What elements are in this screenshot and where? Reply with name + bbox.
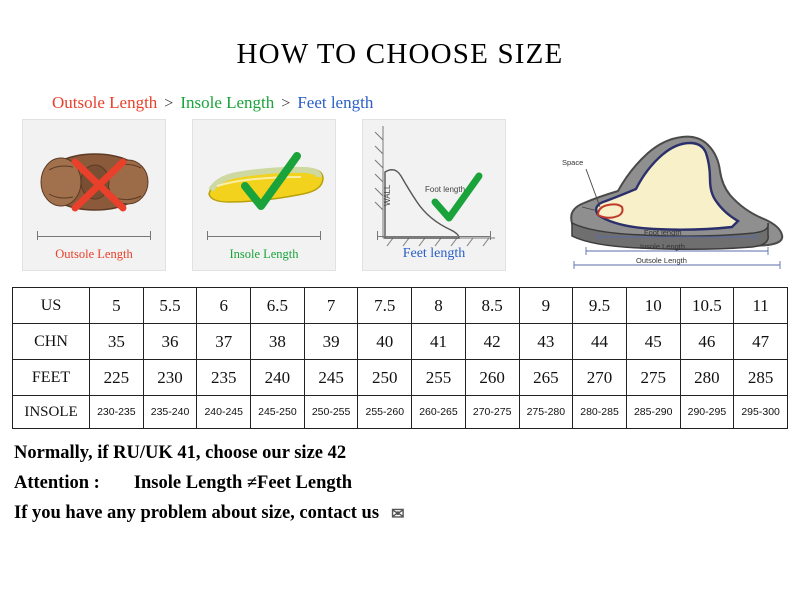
note-line-1 — [14, 443, 800, 464]
cell-chn-7: 42 — [465, 324, 519, 360]
note-2-label: Attention : — [14, 473, 100, 493]
mail-icon: ✉ — [391, 505, 405, 523]
table-row-us — [13, 288, 788, 324]
cell-feet-11: 280 — [680, 360, 734, 396]
cell-insole-2: 240-245 — [197, 396, 251, 429]
cell-us-7: 8.5 — [465, 288, 519, 324]
cell-chn-8: 43 — [519, 324, 573, 360]
row-header-feet: FEET — [13, 360, 90, 396]
size-table — [12, 287, 788, 429]
cell-chn-10: 45 — [626, 324, 680, 360]
cell-feet-2: 235 — [197, 360, 251, 396]
cell-insole-4: 250-255 — [304, 396, 358, 429]
cell-feet-1: 230 — [143, 360, 197, 396]
cell-feet-10: 275 — [626, 360, 680, 396]
cell-chn-11: 46 — [680, 324, 734, 360]
cell-insole-5: 255-260 — [358, 396, 412, 429]
cell-chn-4: 39 — [304, 324, 358, 360]
note-2-text: Insole Length ≠Feet Length — [133, 473, 353, 493]
panel-feet — [362, 119, 506, 271]
insole-measure-bar — [207, 231, 321, 240]
legend-outsole: Outsole Length — [52, 93, 158, 112]
panel-outsole — [22, 119, 166, 271]
cell-us-12: 11 — [734, 288, 788, 324]
feet-measure-bar — [377, 231, 491, 240]
cell-chn-1: 36 — [143, 324, 197, 360]
insole-length-dim-label: Insole Length — [640, 242, 686, 251]
shoe-cross-section-diagram — [556, 107, 786, 275]
cell-insole-3: 245-250 — [251, 396, 305, 429]
outsole-measure-bar — [37, 231, 151, 240]
table-row-chn — [13, 324, 788, 360]
row-header-chn: CHN — [13, 324, 90, 360]
cell-us-0: 5 — [90, 288, 144, 324]
cell-feet-3: 240 — [251, 360, 305, 396]
cell-insole-8: 275-280 — [519, 396, 573, 429]
panel-insole — [192, 119, 336, 271]
cell-us-10: 10 — [626, 288, 680, 324]
legend-gt-2: > — [281, 95, 291, 112]
table-row-feet — [13, 360, 788, 396]
row-header-insole: INSOLE — [13, 396, 90, 429]
legend-feet: Feet length — [297, 93, 374, 112]
outsole-length-dim-label: Outsole Length — [636, 256, 687, 265]
cell-us-8: 9 — [519, 288, 573, 324]
foot-length-label: Foot length — [425, 185, 466, 194]
space-label: Space — [562, 158, 584, 167]
panel-feet-label: Feet length — [402, 246, 466, 261]
cell-us-1: 5.5 — [143, 288, 197, 324]
cell-chn-12: 47 — [734, 324, 788, 360]
cell-feet-12: 285 — [734, 360, 788, 396]
cell-chn-0: 35 — [90, 324, 144, 360]
footer-notes — [14, 443, 800, 524]
cell-us-9: 9.5 — [573, 288, 627, 324]
cell-feet-8: 265 — [519, 360, 573, 396]
wall-label: WALL — [383, 184, 392, 206]
cell-insole-0: 230-235 — [90, 396, 144, 429]
cell-insole-9: 280-285 — [573, 396, 627, 429]
cell-insole-12: 295-300 — [734, 396, 788, 429]
cell-feet-5: 250 — [358, 360, 412, 396]
cell-feet-7: 260 — [465, 360, 519, 396]
cell-feet-4: 245 — [304, 360, 358, 396]
panel-insole-label: Insole Length — [229, 247, 299, 261]
cell-insole-10: 285-290 — [626, 396, 680, 429]
note-line-2 — [14, 473, 800, 494]
note-1-text: Normally, if RU/UK 41, choose our size 42 — [14, 443, 347, 463]
cell-us-6: 8 — [412, 288, 466, 324]
illustration-strip — [16, 119, 784, 279]
cell-chn-3: 38 — [251, 324, 305, 360]
cell-insole-11: 290-295 — [680, 396, 734, 429]
legend-gt-1: > — [164, 95, 174, 112]
page-title: HOW TO CHOOSE SIZE — [236, 38, 564, 70]
note-3-text: If you have any problem about size, contact us — [14, 503, 380, 523]
table-row-insole — [13, 396, 788, 429]
cell-insole-1: 235-240 — [143, 396, 197, 429]
row-header-us: US — [13, 288, 90, 324]
panel-outsole-label: Outsole Length — [55, 247, 133, 261]
size-table-wrap — [12, 287, 788, 429]
green-check-mark-2 — [435, 176, 479, 218]
shoe-section-svg — [556, 107, 786, 275]
cell-insole-7: 270-275 — [465, 396, 519, 429]
cell-chn-9: 44 — [573, 324, 627, 360]
cell-feet-9: 270 — [573, 360, 627, 396]
cell-us-2: 6 — [197, 288, 251, 324]
cell-us-4: 7 — [304, 288, 358, 324]
legend-insole: Insole Length — [180, 93, 275, 112]
cell-us-11: 10.5 — [680, 288, 734, 324]
note-line-3 — [14, 503, 800, 524]
cell-chn-2: 37 — [197, 324, 251, 360]
cell-us-5: 7.5 — [358, 288, 412, 324]
cell-feet-6: 255 — [412, 360, 466, 396]
cell-us-3: 6.5 — [251, 288, 305, 324]
cell-chn-5: 40 — [358, 324, 412, 360]
cell-insole-6: 260-265 — [412, 396, 466, 429]
foot-length-dim-label: Foot length — [644, 228, 682, 237]
cell-chn-6: 41 — [412, 324, 466, 360]
cell-feet-0: 225 — [90, 360, 144, 396]
